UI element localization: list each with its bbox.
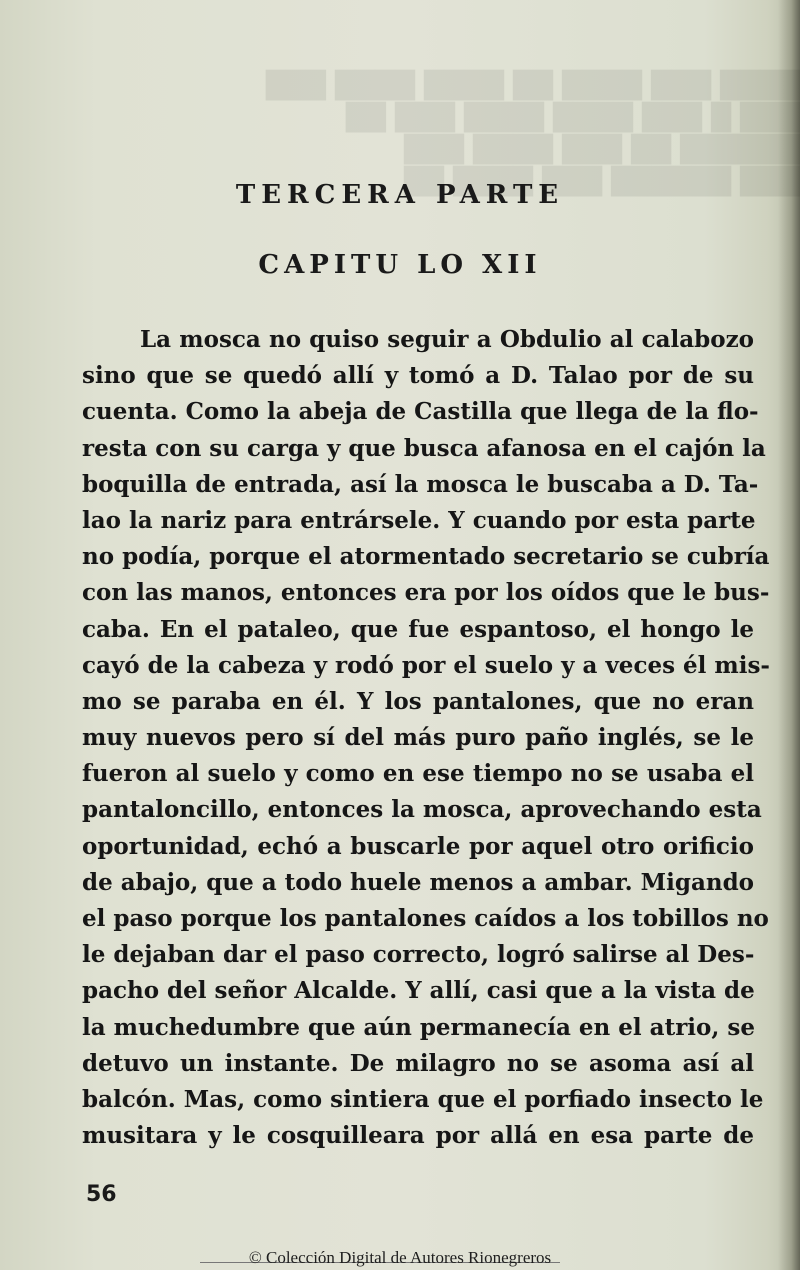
text-line: mo se paraba en él. Y los pantalones, que no eran	[82, 687, 754, 715]
text-line: balcón. Mas, como sintiera que el porfiado insecto le	[82, 1085, 764, 1113]
text-line: La mosca no quiso seguir a Obdulio al calabozo	[140, 326, 754, 353]
text-line: caba. En el pataleo, que fue espantoso, el hongo le	[82, 615, 754, 643]
text-line: le dejaban dar el paso correcto, logró salirse al Des-	[82, 941, 755, 969]
text-line: resta con su carga y que busca afanosa en el cajón la	[82, 434, 766, 462]
part-title: TERCERA PARTE	[235, 180, 565, 210]
chapter-title: CAPITU LO XII	[258, 250, 542, 280]
text-line: musitara y le cosquilleara por allá en esa parte de	[82, 1122, 754, 1150]
text-line: cuenta. Como la abeja de Castilla que llega de la flo-	[82, 398, 759, 426]
text-line: de abajo, que a todo huele menos a ambar. Migando	[82, 868, 754, 896]
page-number: 56	[86, 1182, 117, 1207]
text-line: pantaloncillo, entonces la mosca, aprovechando esta	[82, 796, 762, 824]
text-line: no podía, porque el atormentado secretario se cubría	[82, 543, 770, 571]
text-line: con las manos, entonces era por los oídos que le bus-	[82, 579, 770, 607]
text-line: oportunidad, echó a buscarle por aquel otro orificio	[82, 832, 754, 860]
text-line: muy nuevos pero sí del más puro paño inglés, se le	[82, 724, 754, 752]
text-line: fueron al suelo y como en ese tiempo no se usaba el	[82, 760, 754, 788]
text-line: la muchedumbre que aún permanecía en el atrio, se	[82, 1013, 755, 1041]
text-line: lao la nariz para entrársele. Y cuando por esta parte	[82, 506, 756, 534]
text-line: sino que se quedó allí y tomó a D. Talao por de su	[82, 362, 754, 390]
text-line: boquilla de entrada, así la mosca le buscaba a D. Ta-	[82, 470, 759, 498]
footer-credit: © Colección Digital de Autores Rionegreros	[248, 1248, 552, 1267]
body-paragraph	[82, 322, 770, 1154]
text-line: detuvo un instante. De milagro no se asoma así al	[82, 1049, 754, 1077]
bleed-through-texture: ████ ███ ████ ██ ████ ████ ███ ███ █ ███ ████ ████ ███ ██ ██████ ██ ███ ████ ███ ███ ██████ ███ ████ ██	[265, 71, 800, 197]
text-line: pacho del señor Alcalde. Y allí, casi que a la vista de	[82, 977, 755, 1005]
text-line: el paso porque los pantalones caídos a los tobillos no	[82, 905, 769, 932]
text-line: cayó de la cabeza y rodó por el suelo y a veces él mis-	[82, 651, 770, 679]
